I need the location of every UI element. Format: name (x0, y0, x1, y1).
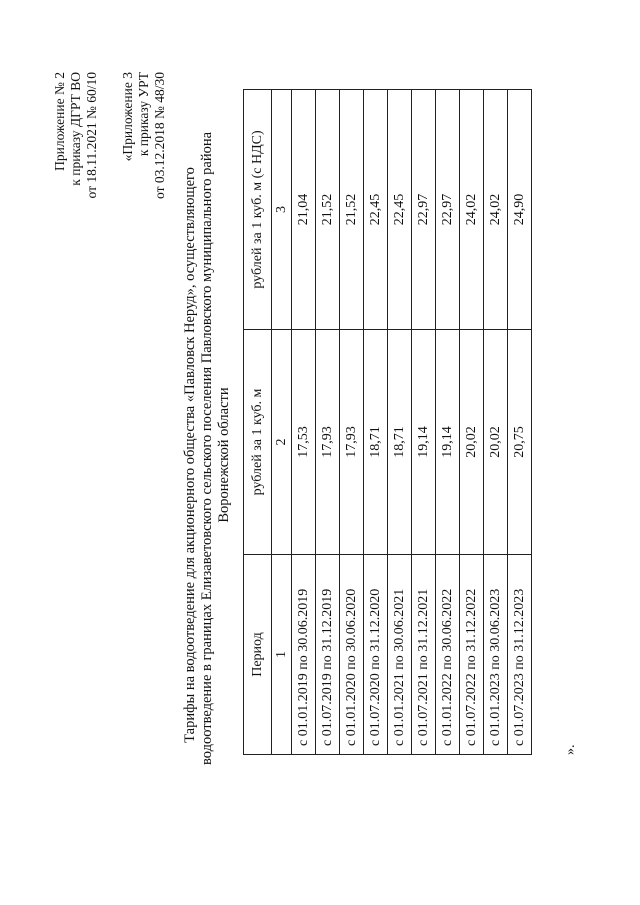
rate-cell: 20,75 (508, 330, 532, 555)
annex-line: к приказу УРТ (136, 72, 151, 157)
period-cell: с 01.01.2021 по 30.06.2021 (388, 555, 412, 755)
header-rate-vat: рублей за 1 куб. м (с НДС) (244, 90, 272, 330)
rate-vat-cell: 21,52 (316, 90, 340, 330)
title-line: Воронежской области (216, 387, 232, 523)
period-cell: с 01.07.2020 по 31.12.2020 (364, 555, 388, 755)
rate-cell: 20,02 (484, 330, 508, 555)
period-cell: с 01.07.2022 по 31.12.2022 (460, 555, 484, 755)
table-row (340, 90, 364, 755)
table-row (388, 90, 412, 755)
annex-line: «Приложение 3 (120, 72, 135, 162)
annex-line: от 18.11.2021 № 60/10 (84, 72, 99, 199)
column-number: 2 (272, 330, 292, 555)
table-row (412, 90, 436, 755)
column-number: 1 (272, 555, 292, 755)
column-number: 3 (272, 90, 292, 330)
rate-cell: 20,02 (460, 330, 484, 555)
annex-reference-current (52, 72, 100, 198)
closing-quote-mark: ». (563, 744, 578, 755)
tariff-table (243, 89, 532, 755)
table-header-row (244, 90, 272, 755)
rate-vat-cell: 22,45 (388, 90, 412, 330)
rate-cell: 17,93 (316, 330, 340, 555)
annex-line: от 03.12.2018 № 48/30 (152, 72, 167, 199)
title-line: водоотведение в границах Елизаветовского сельского поселения Павловского муниципального района (199, 131, 215, 765)
annex-line: Приложение № 2 (52, 72, 67, 171)
rate-cell: 17,93 (340, 330, 364, 555)
rate-cell: 18,71 (388, 330, 412, 555)
rate-vat-cell: 24,02 (484, 90, 508, 330)
table-row (364, 90, 388, 755)
table-row (292, 90, 316, 755)
period-cell: с 01.07.2019 по 31.12.2019 (316, 555, 340, 755)
annex-line: к приказу ДГРТ ВО (68, 72, 83, 186)
rate-cell: 19,14 (436, 330, 460, 555)
table-row (316, 90, 340, 755)
rate-vat-cell: 24,90 (508, 90, 532, 330)
column-number-row (272, 90, 292, 755)
period-cell: с 01.01.2023 по 30.06.2023 (484, 555, 508, 755)
period-cell: с 01.01.2019 по 30.06.2019 (292, 555, 316, 755)
annex-reference-previous (120, 72, 168, 199)
table-row (508, 90, 532, 755)
document-title (182, 131, 233, 765)
table-row (436, 90, 460, 755)
rate-cell: 18,71 (364, 330, 388, 555)
rate-cell: 19,14 (412, 330, 436, 555)
rate-vat-cell: 24,02 (460, 90, 484, 330)
header-period: Период (244, 555, 272, 755)
rate-vat-cell: 21,52 (340, 90, 364, 330)
period-cell: с 01.01.2022 по 30.06.2022 (436, 555, 460, 755)
rate-vat-cell: 21,04 (292, 90, 316, 330)
table-row (484, 90, 508, 755)
table-row (460, 90, 484, 755)
rate-vat-cell: 22,45 (364, 90, 388, 330)
period-cell: с 01.07.2023 по 31.12.2023 (508, 555, 532, 755)
header-rate: рублей за 1 куб. м (244, 330, 272, 555)
rate-vat-cell: 22,97 (436, 90, 460, 330)
title-line: Тарифы на водоотведение для акционерного общества «Павловск Неруд», осуществляющего (182, 167, 198, 743)
rate-vat-cell: 22,97 (412, 90, 436, 330)
rate-cell: 17,53 (292, 330, 316, 555)
period-cell: с 01.07.2021 по 31.12.2021 (412, 555, 436, 755)
period-cell: с 01.01.2020 по 30.06.2020 (340, 555, 364, 755)
